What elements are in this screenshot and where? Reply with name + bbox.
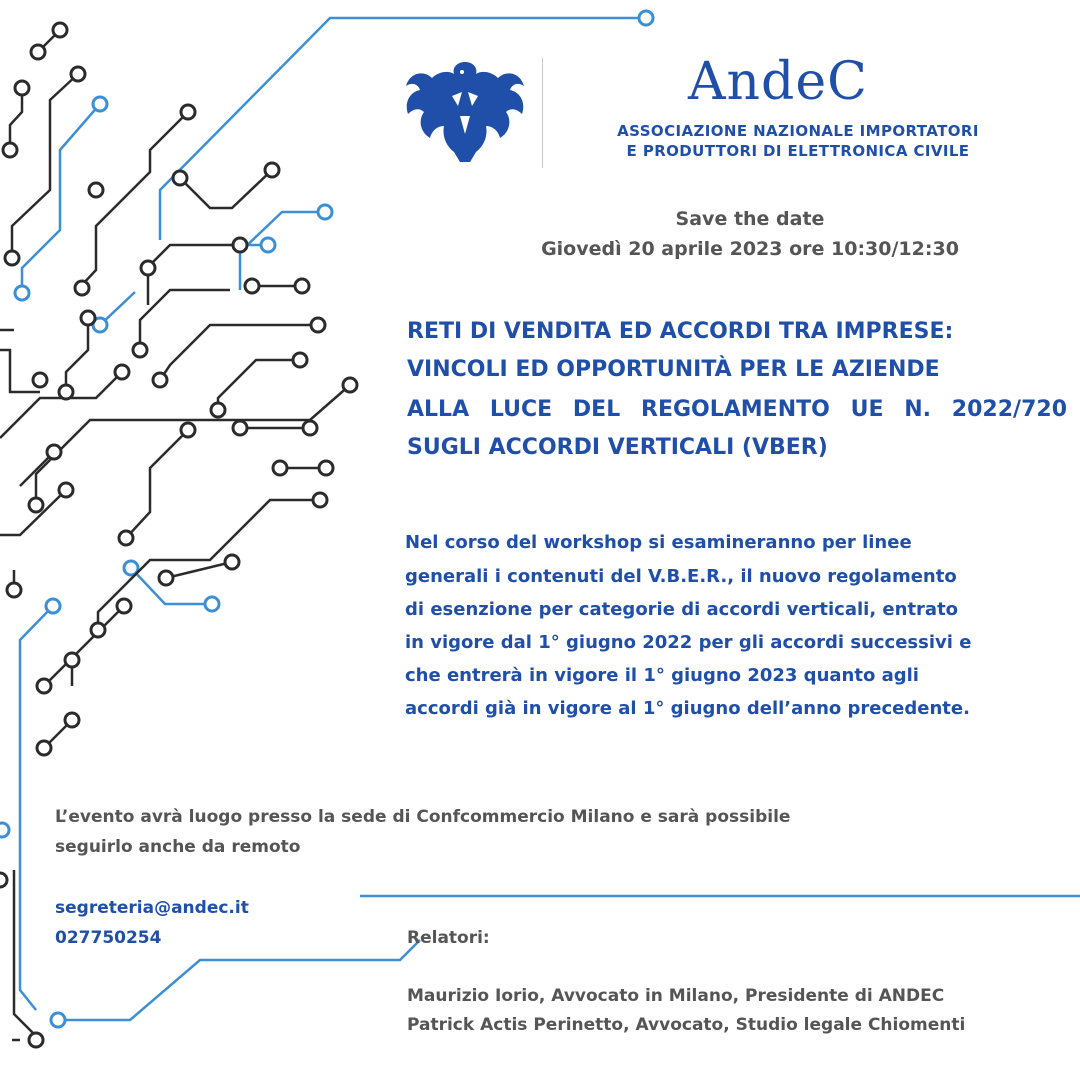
description-line-5: che entrerà in vigore il 1° giugno 2023 quanto agli [405, 665, 919, 686]
brand-subtitle-line2: E PRODUTTORI DI ELETTRONICA CIVILE [626, 142, 970, 160]
contact-phone: 027750254 [55, 928, 162, 948]
speaker-2: Patrick Actis Perinetto, Avvocato, Studio legale Chiomenti [407, 1015, 966, 1035]
brand-name: AndeC [688, 52, 868, 112]
description-line-3: di esenzione per categorie di accordi verticali, entrato [405, 599, 959, 620]
speakers-label: Relatori: [407, 928, 490, 948]
description-line-2: generali i contenuti del V.B.E.R., il nuovo regolamento [405, 566, 957, 587]
circuit-accent-pads [0, 11, 653, 1027]
description-line-6: accordi già in vigore al 1° giugno dell’anno precedente. [405, 698, 970, 719]
circuit-dark-pads [0, 23, 357, 1047]
brand-subtitle-line1: ASSOCIAZIONE NAZIONALE IMPORTATORI [617, 122, 979, 140]
event-info-line-2: seguirlo anche da remoto [55, 837, 301, 857]
headline-line-2: VINCOLI ED OPPORTUNITÀ PER LE AZIENDE [407, 357, 940, 382]
speaker-1: Maurizio Iorio, Avvocato in Milano, Presidente di ANDEC [407, 986, 945, 1006]
headline-line-3: ALLA LUCE DEL REGOLAMENTO UE N. 2022/720 [407, 397, 1067, 422]
headline-line-1: RETI DI VENDITA ED ACCORDI TRA IMPRESE: [407, 319, 954, 344]
event-datetime: Giovedì 20 aprile 2023 ore 10:30/12:30 [541, 238, 959, 260]
description-line-4: in vigore dal 1° giugno 2022 per gli accordi successivi e [405, 632, 972, 653]
logo-divider [542, 58, 543, 168]
contact-email-link[interactable]: segreteria@andec.it [55, 898, 249, 918]
circuit-accent-traces [0, 18, 1080, 1020]
headline-line-4: SUGLI ACCORDI VERTICALI (VBER) [407, 435, 828, 460]
description-line-1: Nel corso del workshop si esamineranno per linee [405, 532, 912, 553]
event-info-line-1: L’evento avrà luogo presso la sede di Confcommercio Milano e sarà possibile [55, 807, 791, 827]
save-the-date-label: Save the date [675, 208, 825, 230]
andec-eagle-logo-icon [402, 56, 528, 168]
